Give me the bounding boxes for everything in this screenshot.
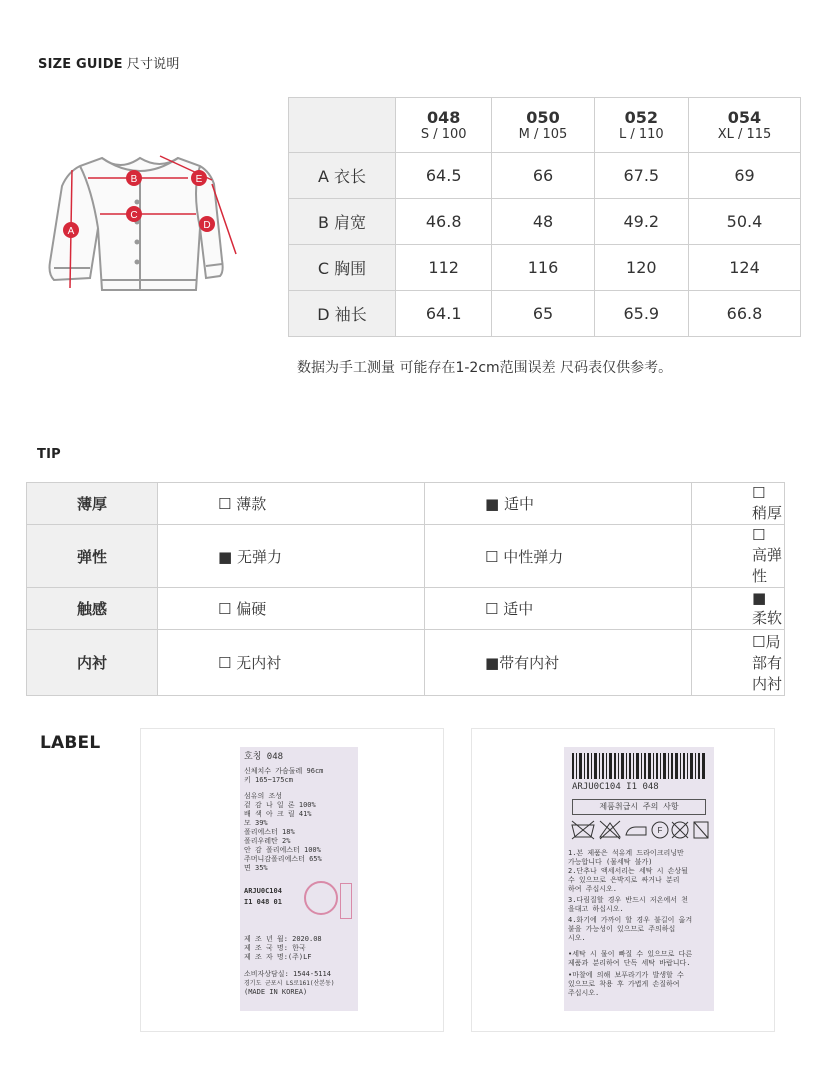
size-guide-title-en: SIZE GUIDE: [38, 57, 123, 72]
svg-text:C: C: [130, 210, 138, 221]
barcode-icon: [572, 753, 706, 779]
measure-value: 49.2: [594, 199, 688, 245]
tag-line: 모 39%: [244, 819, 268, 827]
tag-line: 섬유의 조성: [244, 792, 283, 800]
measure-value: 65.9: [594, 291, 688, 337]
jacket-measurement-diagram: [40, 150, 255, 310]
measure-label: A 衣长: [289, 153, 396, 199]
tag-line: 제 조 자 명:(주)LF: [244, 953, 312, 961]
size-table-header-row: [289, 98, 801, 153]
tip-label: 内衬: [27, 630, 158, 696]
size-col-header: 054 XL / 115: [688, 98, 800, 153]
tag-line: 2.단추나 액세서리는 세탁 시 손상될: [568, 867, 688, 875]
size-table-row: [289, 153, 801, 199]
label-panel-1: [140, 728, 444, 1032]
measure-value: 46.8: [396, 199, 492, 245]
tag-line: 을대고 하십시오.: [568, 905, 624, 913]
tip-option: ■ 柔软: [692, 588, 785, 630]
tag-line: 3.다림질할 경우 반드시 저온에서 천: [568, 896, 688, 904]
tag-line: 하여 주십시오.: [568, 885, 618, 893]
care-symbols-icon: [570, 819, 710, 841]
tag-line: 겉 감 나 일 론 100%: [244, 801, 316, 809]
measure-value: 64.1: [396, 291, 492, 337]
tip-row: [27, 525, 785, 588]
tip-option: ☐ 高弹性: [692, 525, 785, 588]
tag-line: (MADE IN KOREA): [244, 988, 308, 996]
marker-c: [126, 206, 142, 222]
marker-d: [199, 216, 215, 232]
inspection-stamp: [304, 881, 338, 915]
measure-value: 50.4: [688, 199, 800, 245]
measure-value: 69: [688, 153, 800, 199]
tag-line: 제 조 년 월: 2020.08: [244, 935, 322, 943]
label-title: LABEL: [40, 733, 101, 753]
tag-line: 제품과 분리하여 단독 세탁 바랍니다.: [568, 959, 691, 967]
inspection-box: [340, 883, 352, 919]
tag-line: 수 있으므로 은박지로 싸거나 분리: [568, 876, 680, 884]
tag-line: 소비자상담실: 1544-5114: [244, 970, 331, 978]
measure-value: 65: [492, 291, 594, 337]
tag-line: 주머니감폴리에스터 65%: [244, 855, 322, 863]
measure-label: D 袖长: [289, 291, 396, 337]
care-tag-back: [564, 747, 714, 1011]
tip-row: [27, 630, 785, 696]
label-panel-2: [471, 728, 775, 1032]
tag-line: 있으므로 착용 후 가볍게 손질하여: [568, 980, 680, 988]
svg-text:D: D: [203, 220, 211, 231]
tip-title: TIP: [37, 447, 61, 462]
measure-label: B 肩宽: [289, 199, 396, 245]
svg-text:A: A: [67, 226, 75, 237]
tip-label: 触感: [27, 588, 158, 630]
size-col-header: 052 L / 110: [594, 98, 688, 153]
tip-option: ☐ 中性弹力: [425, 525, 692, 588]
tag-line: 주십시오.: [568, 989, 600, 997]
tag-line: 시오.: [568, 934, 586, 942]
measure-value: 120: [594, 245, 688, 291]
tag-line: 가능합니다 (물세탁 불가): [568, 858, 653, 866]
tag-line: I1 048 01: [244, 898, 282, 906]
tag-line: 호칭 048: [244, 752, 284, 762]
measure-value: 112: [396, 245, 492, 291]
tag-line: 배 색 아 크 릴 41%: [244, 810, 312, 818]
care-heading: 제품취급시 주의 사항: [572, 799, 706, 815]
tip-option: ☐ 适中: [425, 588, 692, 630]
measure-value: 124: [688, 245, 800, 291]
tag-line: 안 감 폴리에스터 100%: [244, 846, 321, 854]
size-table-row: [289, 245, 801, 291]
size-table-corner: [289, 98, 396, 153]
tag-line: •세탁 시 물이 빠질 수 있으므로 다른: [568, 950, 693, 958]
tip-label: 薄厚: [27, 483, 158, 525]
tip-option: ☐ 偏硬: [158, 588, 425, 630]
marker-e: [191, 170, 207, 186]
tip-option: ☐ 无内衬: [158, 630, 425, 696]
size-guide-title-cn: 尺寸说明: [126, 57, 180, 72]
tip-label: 弹性: [27, 525, 158, 588]
tag-line: 1.본 제품은 석유계 드라이크리닝만: [568, 849, 684, 857]
tag-line: 경기도 군포시 LS로161(산본동): [244, 980, 335, 987]
size-table-row: [289, 199, 801, 245]
tip-option: ■ 无弹力: [158, 525, 425, 588]
care-tag-front: [240, 747, 358, 1011]
svg-text:F: F: [657, 826, 663, 835]
marker-b: [126, 170, 142, 186]
size-guide-title: [38, 53, 180, 72]
tip-option: ■带有内衬: [425, 630, 692, 696]
marker-a: [63, 222, 79, 238]
tag-line: 신체치수 가슴둘레 96cm: [244, 767, 324, 775]
tag-line: 키 165~175cm: [244, 776, 293, 784]
svg-text:E: E: [195, 174, 203, 185]
tip-row: [27, 483, 785, 525]
tag-line: 면 35%: [244, 864, 268, 872]
tag-line: ARJU0C104: [244, 887, 282, 895]
tag-line: 4.화기에 가까이 할 경우 불길이 옮겨: [568, 916, 693, 924]
measure-value: 66.8: [688, 291, 800, 337]
measure-label: C 胸围: [289, 245, 396, 291]
measurement-note: 数据为手工测量 可能存在1-2cm范围误差 尺码表仅供参考。: [297, 360, 673, 376]
svg-text:B: B: [130, 174, 138, 185]
tag-line: 붙을 가능성이 있으므로 주의하십: [568, 925, 676, 933]
tip-row: [27, 588, 785, 630]
tag-line: •마찰에 의해 보푸라기가 발생할 수: [568, 971, 684, 979]
tip-table: [26, 482, 785, 696]
measure-value: 67.5: [594, 153, 688, 199]
measure-value: 116: [492, 245, 594, 291]
tip-option: ☐ 薄款: [158, 483, 425, 525]
measure-value: 48: [492, 199, 594, 245]
size-table-row: [289, 291, 801, 337]
measure-value: 66: [492, 153, 594, 199]
size-col-header: 050 M / 105: [492, 98, 594, 153]
size-col-header: 048 S / 100: [396, 98, 492, 153]
measure-value: 64.5: [396, 153, 492, 199]
tip-option: ☐ 稍厚: [692, 483, 785, 525]
tag-code: ARJU0C104 I1 048: [572, 782, 659, 792]
tag-line: 폴리우레탄 2%: [244, 837, 291, 845]
tip-option: ☐局部有内衬: [692, 630, 785, 696]
size-table: [288, 97, 801, 337]
tag-line: 제 조 국 명: 한국: [244, 944, 306, 952]
tag-line: 폴리에스터 18%: [244, 828, 295, 836]
tip-option: ■ 适中: [425, 483, 692, 525]
